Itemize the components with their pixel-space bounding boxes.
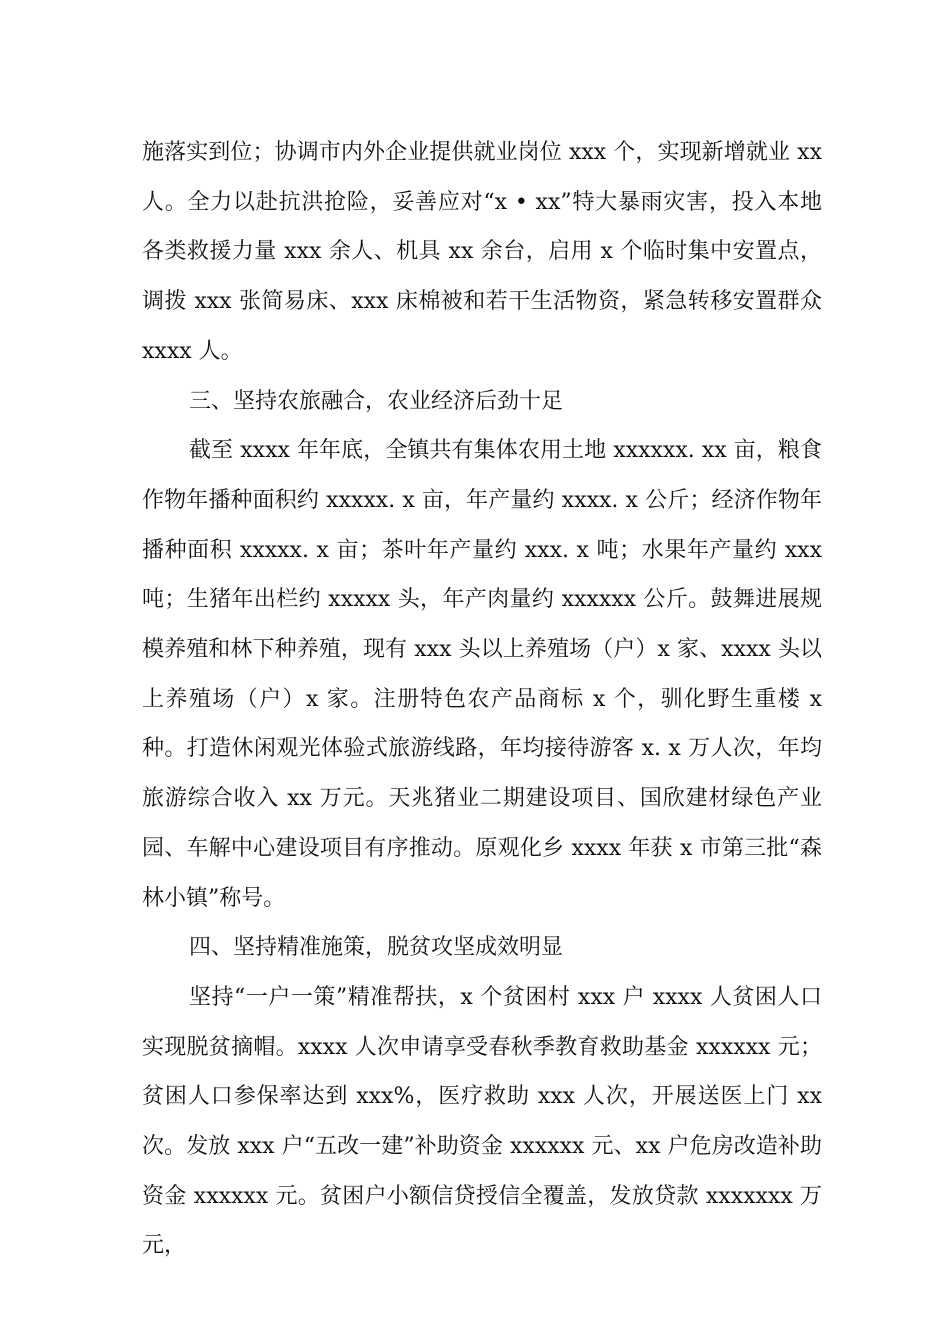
section-heading-agritourism: 三、坚持农旅融合，农业经济后劲十足 xyxy=(189,388,564,414)
paragraph-agriculture: 截至 xxxx 年年底，全镇共有集体农用土地 xxxxxx. xx 亩，粮食作物年播种面积约 xxxxx. x 亩，年产量约 xxxx. x 公斤；经济作物年播种面积 xxxxx. x 亩；茶叶年产量约 xxx. x 吨；水果年产量约 xxx 吨；生猪年出栏约 xxxxx 头，年产肉量约 xxxxxx 公斤。鼓舞进展规模养殖和林下种养殖，现有 xxx 头以上养殖场（户）x 家、xxxx 头以上养殖场（户）x 家。注册特色农产品商标 x 个，驯化野生重楼 x 种。打造休闲观光体验式旅游线路，年均接待游客 x. x 万人次，年均旅游综合收入 xx 万元。天兆猪业二期建设项目、国欣建材绿色产业园、车解中心建设项目有序推动。原观化乡 xxxx 年获 x 市第三批“森林小镇”称号。 xyxy=(142,438,822,911)
section-heading-poverty: 四、坚持精准施策，脱贫攻坚成效明显 xyxy=(189,935,564,961)
paragraph-poverty-alleviation: 坚持“一户一策”精准帮扶，x 个贫困村 xxx 户 xxxx 人贫困人口实现脱贫摘帽。xxxx 人次申请享受春秋季教育救助基金 xxxxxx 元；贫困人口参保率达到 xxx%，医疗救助 xxx 人次，开展送医上门 xx 次。发放 xxx 户“五改一建”补助资金 xxxxxx 元、xx 户危房改造补助资金 xxxxxx 元。贫困户小额信贷授信全覆盖，发放贷款 xxxxxxx 万元， xyxy=(142,984,822,1259)
document-body xyxy=(142,128,822,1271)
paragraph-employment-flood: 施落实到位；协调市内外企业提供就业岗位 xxx 个，实现新增就业 xx 人。全力以赴抗洪抢险，妥善应对“x • xx”特大暴雨灾害，投入本地各类救援力量 xxx 余人、机具 xx 余台，启用 x 个临时集中安置点，调拨 xxx 张简易床、xxx 床棉被和若干生活物资，紧急转移安置群众 xxxx 人。 xyxy=(142,140,822,364)
